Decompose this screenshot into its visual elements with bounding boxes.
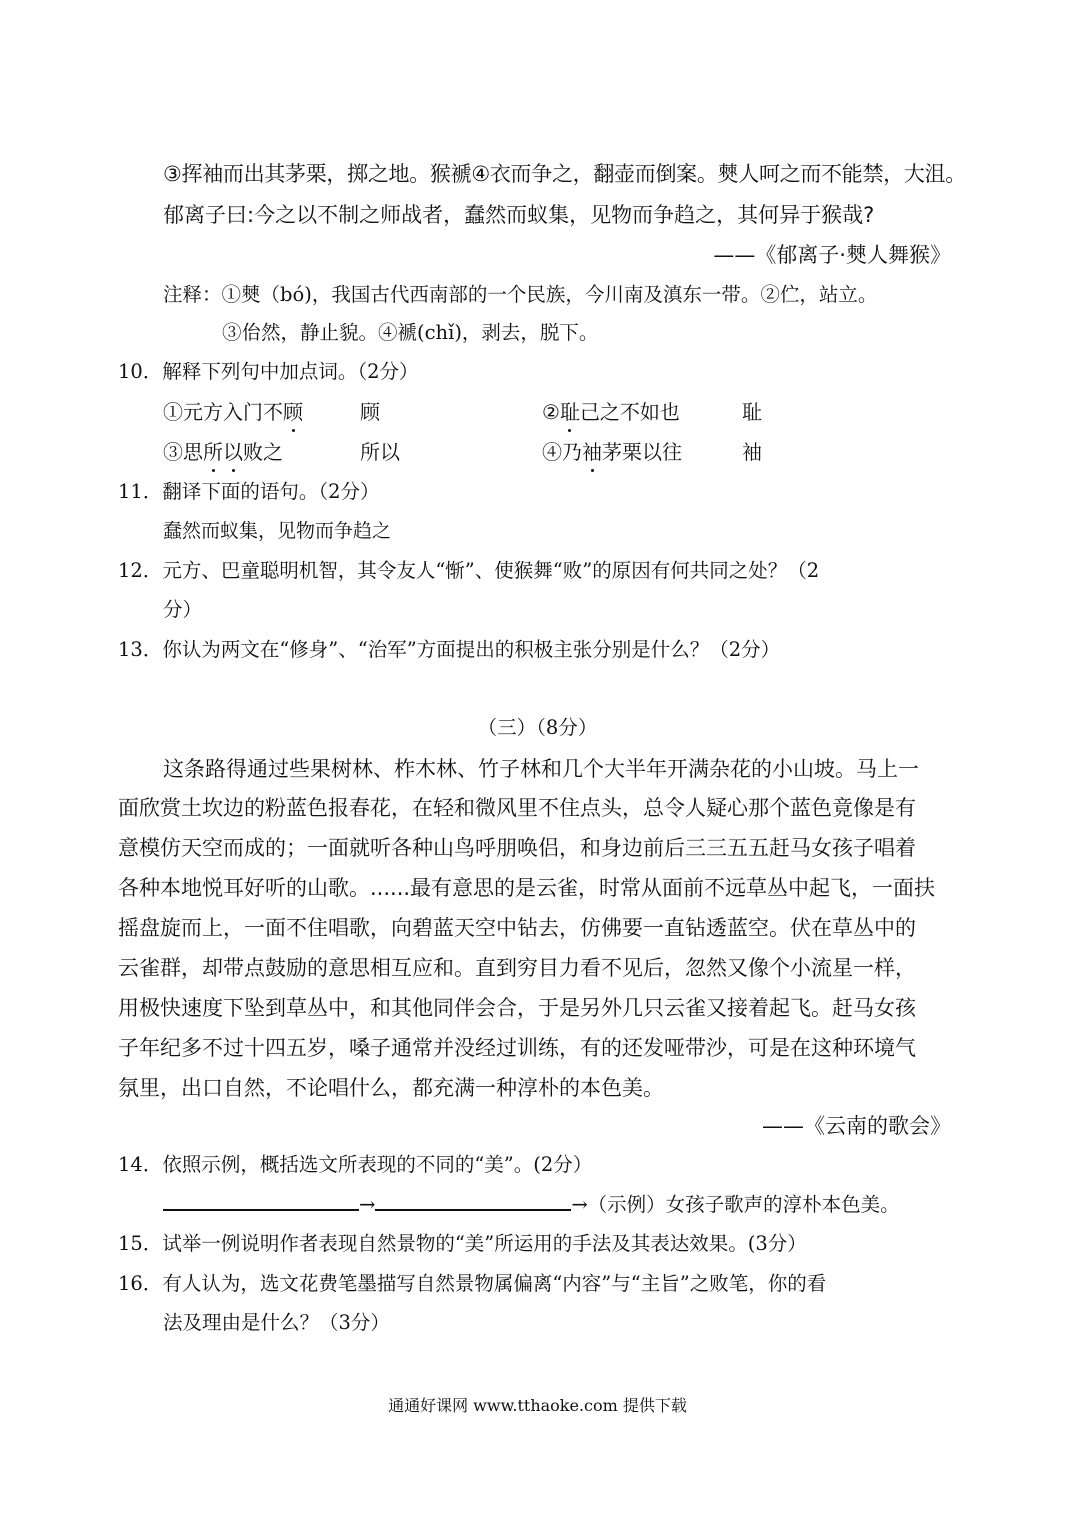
q10-item-4-post: 茅栗以往	[602, 440, 682, 464]
q10-item-4	[542, 438, 682, 466]
question-14-example: →（示例）女孩子歌声的淳朴本色美。	[571, 1193, 900, 1216]
arrow-1: →	[359, 1193, 376, 1216]
question-13-stem: 13．你认为两文在“修身”、“治军”方面提出的积极主张分别是什么？（2分）	[118, 638, 781, 661]
passage-line-1: ③挥袖而出其茅栗，掷之地。猴褫④衣而争之，翻壶而倒案。僰人呵之而不能禁，大沮。	[163, 162, 966, 186]
answer-blank-1[interactable]	[163, 1191, 359, 1211]
question-16-line-1: 16．有人认为，选文花费笔墨描写自然景物属偏离“内容”与“主旨”之败笔，你的看	[118, 1272, 827, 1295]
q10-item-3-post: 败之	[243, 440, 283, 464]
section-3-line-5: 摇盘旋而上，一面不住唱歌，向碧蓝天空中钻去，仿佛要一直钻透蓝空。伏在草丛中的	[118, 916, 916, 940]
passage-note-1: 注释：①僰（bó)，我国古代西南部的一个民族，今川南及滇东一带。②伫，站立。	[163, 283, 878, 306]
passage-line-2: 郁离子曰:今之以不制之师战者，蠢然而蚁集，见物而争趋之，其何异于猴哉?	[163, 203, 875, 227]
section-3-source: ——《云南的歌会》	[762, 1114, 951, 1138]
q10-item-1-dotted: 顾	[283, 400, 303, 424]
section-3-line-3: 意模仿天空而成的；一面就听各种山鸟呼朋唤侣，和身边前后三三五五赶马女孩子唱着	[118, 836, 916, 860]
q10-item-1	[163, 398, 303, 426]
question-16-line-2: 法及理由是什么？（3分）	[163, 1311, 390, 1334]
section-3-line-2: 面欣赏土坎边的粉蓝色报春花，在轻和微风里不住点头，总令人疑心那个蓝色竟像是有	[118, 796, 916, 820]
section-3-line-4: 各种本地悦耳好听的山歌。......最有意思的是云雀，时常从面前不远草丛中起飞，一面扶	[118, 876, 936, 900]
q10-item-3-dotted-1: 所	[203, 440, 223, 464]
q10-item-3-dotted-2: 以	[223, 440, 243, 464]
question-14-answer-row	[163, 1191, 900, 1219]
q10-item-4-word: 袖	[742, 440, 762, 464]
q10-item-3	[163, 438, 283, 466]
section-3-line-9: 氛里，出口自然，不论唱什么，都充满一种淳朴的本色美。	[118, 1076, 664, 1100]
question-12-line-1: 12．元方、巴童聪明机智，其令友人“惭”、使猴舞“败”的原因有何共同之处？（2	[118, 559, 820, 582]
q10-item-4-text: ④乃	[542, 440, 582, 464]
question-15-stem: 15．试举一例说明作者表现自然景物的“美”所运用的手法及其表达效果。(3分）	[118, 1232, 807, 1255]
section-3-line-6: 云雀群，却带点鼓励的意思相互应和。直到穷目力看不见后，忽然又像个小流星一样，	[118, 956, 916, 980]
q10-item-2-num: ②	[542, 400, 560, 424]
page-footer: 通通好课网 www.tthaoke.com 提供下载	[388, 1396, 687, 1415]
question-12-line-2: 分）	[163, 598, 203, 621]
question-11-sentence: 蠢然而蚁集，见物而争趋之	[163, 520, 392, 542]
section-3-line-1: 这条路得通过些果树林、柞木林、竹子林和几个大半年开满杂花的小山坡。马上一	[163, 757, 919, 781]
question-11-stem: 11．翻译下面的语句。（2分）	[118, 480, 380, 503]
q10-item-2-dotted: 耻	[559, 400, 580, 424]
passage-note-2: ③佁然，静止貌。④褫(chǐ)，剥去，脱下。	[222, 321, 599, 344]
question-14-stem: 14．依照示例，概括选文所表现的不同的“美”。(2分）	[118, 1153, 593, 1176]
q10-item-2	[542, 398, 680, 426]
q10-item-4-dotted: 袖	[582, 440, 602, 464]
answer-blank-2[interactable]	[375, 1191, 571, 1211]
q10-item-2-text: 己之不如也	[579, 400, 680, 424]
q10-item-2-word: 耻	[742, 400, 762, 424]
q10-item-3-word: 所以	[360, 440, 400, 464]
q10-item-1-word: 顾	[360, 400, 380, 424]
q10-item-1-text: ①元方入门不	[163, 400, 283, 424]
section-3-line-8: 子年纪多不过十四五岁，嗓子通常并没经过训练，有的还发哑带沙，可是在这种环境气	[118, 1036, 916, 1060]
section-3-line-7: 用极快速度下坠到草丛中，和其他同伴会合，于是另外几只云雀又接着起飞。赶马女孩	[118, 996, 916, 1020]
q10-item-3-text: ③思	[163, 440, 203, 464]
question-10-stem: 10．解释下列句中加点词。（2分）	[118, 360, 419, 383]
passage-source: ——《郁离子·僰人舞猴》	[713, 243, 951, 267]
section-3-title: （三）（8分）	[477, 716, 598, 739]
